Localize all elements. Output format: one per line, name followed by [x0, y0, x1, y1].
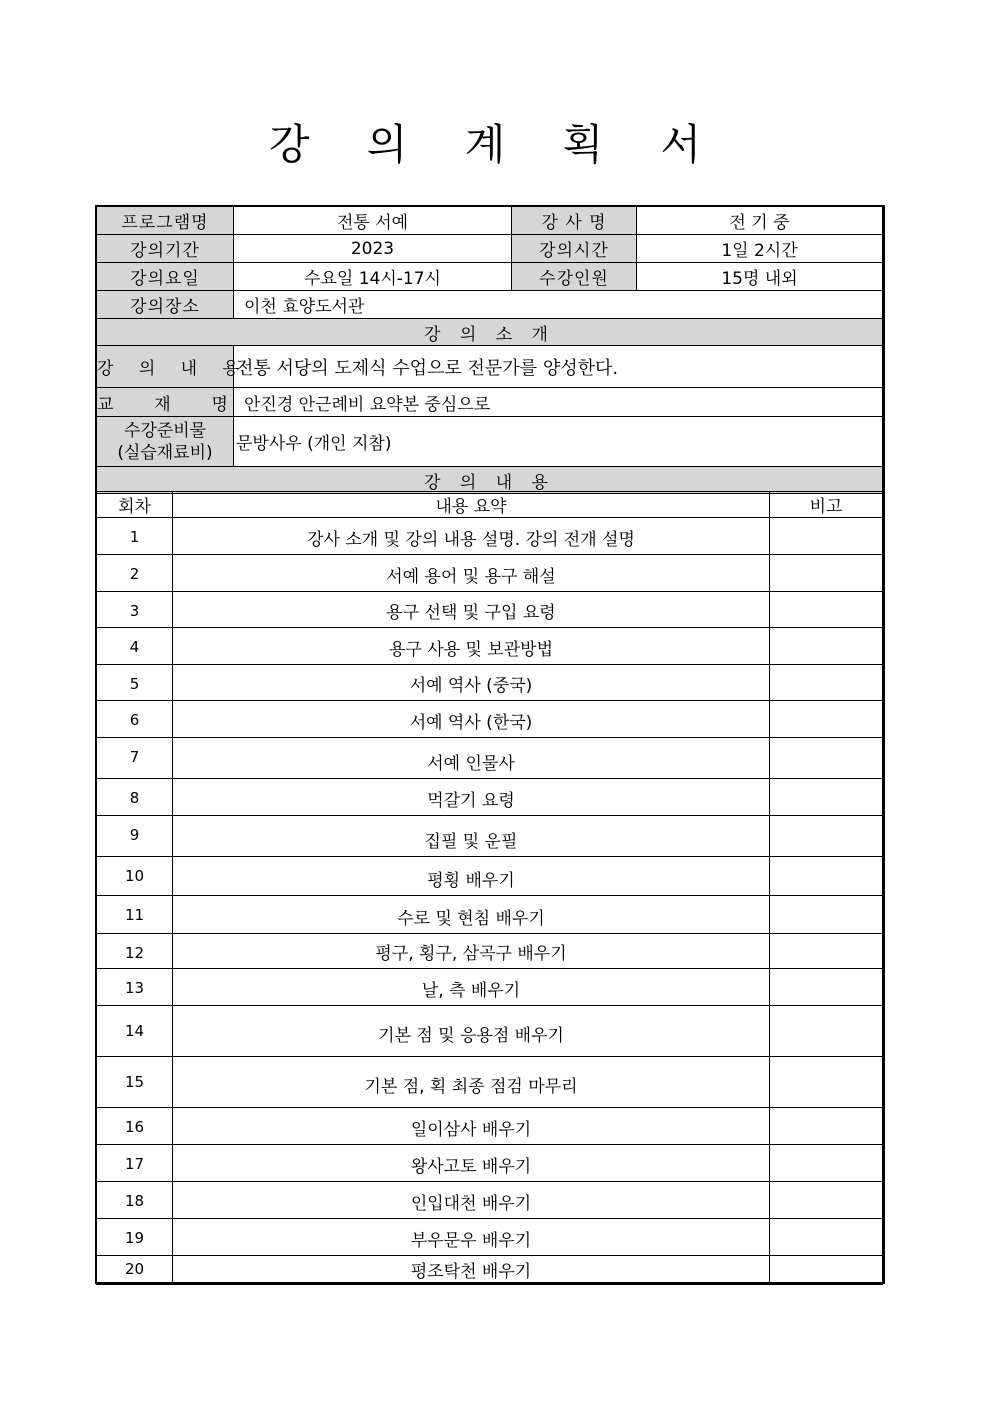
- session-number: 7: [97, 738, 173, 779]
- session-note: [770, 1006, 883, 1057]
- session-number: 1: [97, 518, 173, 555]
- session-number: 14: [97, 1006, 173, 1057]
- prep-value: 문방사우 (개인 지참): [234, 417, 883, 467]
- session-summary: 인입대천 배우기: [173, 1182, 770, 1219]
- session-note: [770, 1145, 883, 1182]
- period-label: 강의기간: [97, 235, 234, 263]
- session-note: [770, 934, 883, 969]
- session-note: [770, 816, 883, 857]
- capacity-label: 수강인원: [512, 263, 637, 291]
- session-number: 9: [97, 816, 173, 857]
- textbook-value: 안진경 안근례비 요약본 중심으로: [234, 388, 883, 417]
- session-summary: 용구 선택 및 구입 요령: [173, 592, 770, 628]
- session-note: [770, 665, 883, 701]
- session-summary: 기본 점 및 응용점 배우기: [173, 1006, 770, 1057]
- session-summary: 평조탁천 배우기: [173, 1256, 770, 1285]
- content-value: 전통 서당의 도제식 수업으로 전문가를 양성한다.: [234, 346, 883, 388]
- instructor-value: 전 기 중: [637, 207, 883, 235]
- session-summary: 서예 용어 및 용구 해설: [173, 555, 770, 592]
- instructor-label: 강 사 명: [512, 207, 637, 235]
- prep-label-line2: (실습재료비): [117, 442, 213, 463]
- session-header: 회차: [97, 492, 173, 518]
- session-summary: 집필 및 운필: [173, 816, 770, 857]
- session-number: 3: [97, 592, 173, 628]
- program-label: 프로그램명: [97, 207, 234, 235]
- session-number: 15: [97, 1057, 173, 1108]
- session-number: 17: [97, 1145, 173, 1182]
- hours-label: 강의시간: [512, 235, 637, 263]
- session-summary: 기본 점, 획 최종 점검 마무리: [173, 1057, 770, 1108]
- session-note: [770, 1108, 883, 1145]
- session-number: 16: [97, 1108, 173, 1145]
- session-number: 18: [97, 1182, 173, 1219]
- session-summary: 평횡 배우기: [173, 857, 770, 896]
- session-number: 19: [97, 1219, 173, 1256]
- day-value: 수요일 14시-17시: [234, 263, 512, 291]
- capacity-value: 15명 내외: [637, 263, 883, 291]
- prep-label: [97, 417, 234, 467]
- session-note: [770, 555, 883, 592]
- program-value: 전통 서예: [234, 207, 512, 235]
- session-note: [770, 1219, 883, 1256]
- session-number: 5: [97, 665, 173, 701]
- session-number: 2: [97, 555, 173, 592]
- summary-header: 내용 요약: [173, 492, 770, 518]
- session-number: 8: [97, 779, 173, 816]
- session-number: 10: [97, 857, 173, 896]
- place-value: 이천 효양도서관: [234, 291, 883, 319]
- session-note: [770, 592, 883, 628]
- session-number: 12: [97, 934, 173, 969]
- info-table: [96, 206, 883, 494]
- document-title: 강 의 계 획 서: [268, 120, 724, 169]
- intro-section-header: 강 의 소 개: [97, 319, 883, 346]
- session-note: [770, 518, 883, 555]
- hours-value: 1일 2시간: [637, 235, 883, 263]
- session-note: [770, 1182, 883, 1219]
- session-summary: 강사 소개 및 강의 내용 설명. 강의 전개 설명: [173, 518, 770, 555]
- session-note: [770, 969, 883, 1006]
- session-summary: 부우문우 배우기: [173, 1219, 770, 1256]
- session-summary: 평구, 횡구, 삼곡구 배우기: [173, 934, 770, 969]
- session-summary: 용구 사용 및 보관방법: [173, 628, 770, 665]
- day-label: 강의요일: [97, 263, 234, 291]
- session-note: [770, 896, 883, 934]
- session-summary: 먹갈기 요령: [173, 779, 770, 816]
- session-summary: 일이삼사 배우기: [173, 1108, 770, 1145]
- session-summary: 서예 역사 (한국): [173, 701, 770, 738]
- place-label: 강의장소: [97, 291, 234, 319]
- session-number: 11: [97, 896, 173, 934]
- session-note: [770, 628, 883, 665]
- session-note: [770, 1256, 883, 1285]
- period-value: 2023: [234, 235, 512, 263]
- session-summary: 왕사고토 배우기: [173, 1145, 770, 1182]
- textbook-label: 교 재 명: [97, 388, 234, 417]
- content-label: 강 의 내 용: [97, 346, 234, 388]
- session-summary: 서예 인물사: [173, 738, 770, 779]
- session-note: [770, 1057, 883, 1108]
- session-number: 6: [97, 701, 173, 738]
- session-summary: 서예 역사 (중국): [173, 665, 770, 701]
- session-number: 20: [97, 1256, 173, 1285]
- session-note: [770, 738, 883, 779]
- session-number: 4: [97, 628, 173, 665]
- session-summary: 날, 측 배우기: [173, 969, 770, 1006]
- session-note: [770, 701, 883, 738]
- schedule-table: [96, 491, 883, 1285]
- note-header: 비고: [770, 492, 883, 518]
- session-number: 13: [97, 969, 173, 1006]
- session-summary: 수로 및 현침 배우기: [173, 896, 770, 934]
- lecture-section-header: 강 의 내 용: [97, 467, 883, 494]
- prep-label-line1: 수강준비물: [123, 420, 207, 441]
- session-note: [770, 857, 883, 896]
- session-note: [770, 779, 883, 816]
